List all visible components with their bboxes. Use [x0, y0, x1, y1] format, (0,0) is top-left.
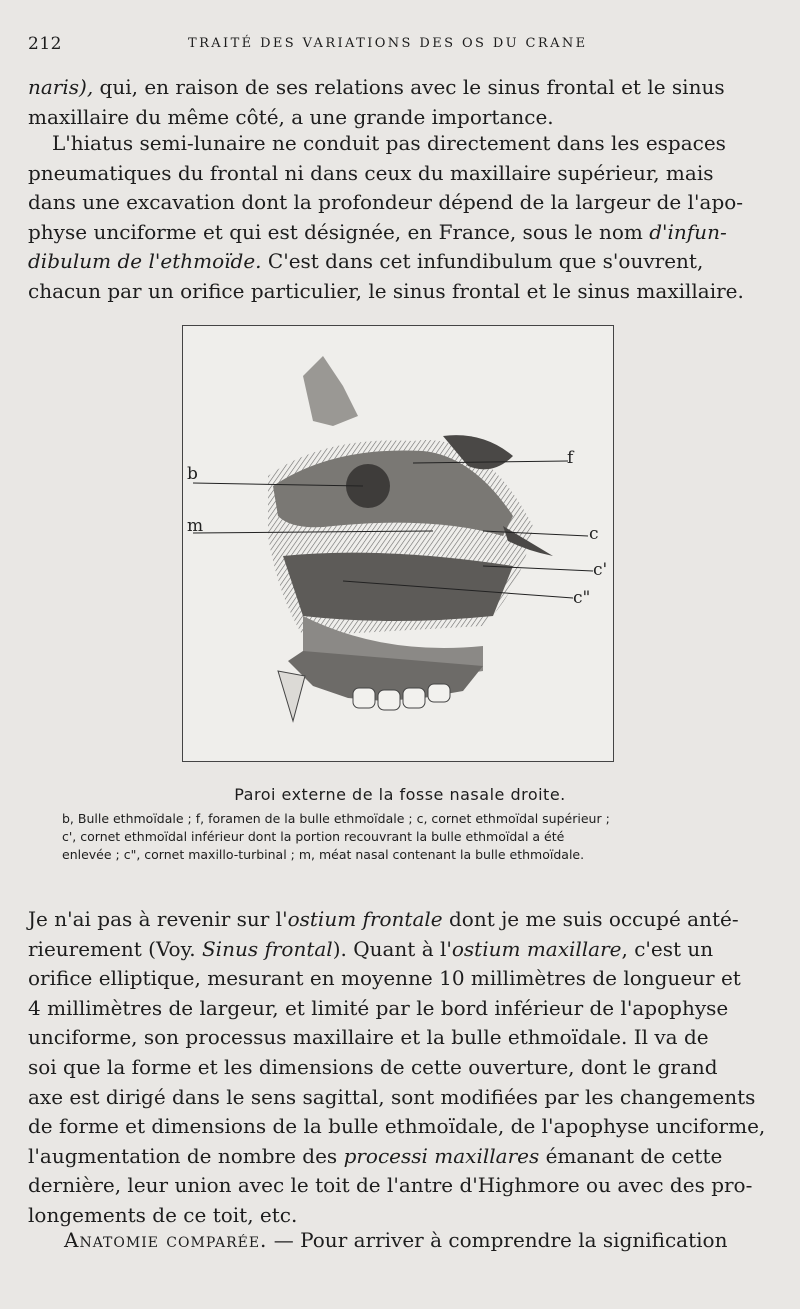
text-line: Je n'ai pas à revenir sur l'ostium frontale dont je me suis occupé anté-	[28, 907, 739, 931]
text-line: l'augmentation de nombre des processi maxillares émanant de cette	[28, 1143, 723, 1168]
anatomical-illustration	[182, 325, 614, 762]
text-line: unciforme, son processus maxillaire et la bulle ethmoïdale. Il va de	[28, 1025, 709, 1050]
paragraph-2	[28, 129, 773, 306]
text-line: physe unciforme et qui est désignée, en France, sous le nom d'infun-	[28, 219, 727, 244]
text-line: Anatomie comparée. — Pour arriver à comprendre la signification	[64, 1228, 728, 1252]
figure-label-m: m	[187, 516, 204, 536]
figure-label-c-double-prime: c"	[573, 588, 591, 608]
running-title: TRAITÉ DES VARIATIONS DES OS DU CRANE	[188, 36, 588, 51]
figure-caption-title: Paroi externe de la fosse nasale droite.	[234, 785, 566, 804]
figure-label-f: f	[567, 448, 574, 468]
text-line: pneumatiques du frontal ni dans ceux du maxillaire supérieur, mais	[28, 160, 714, 185]
paragraph-1	[28, 73, 773, 132]
text-line: rieurement (Voy. Sinus frontal). Quant à l'ostium maxillare, c'est un	[28, 936, 714, 961]
text-line: longements de ce toit, etc.	[28, 1202, 298, 1227]
caption-line: b, Bulle ethmoïdale ; f, foramen de la bulle ethmoïdale ; c, cornet ethmoïdal supérieur ;	[62, 811, 610, 826]
figure-label-c-prime: c'	[593, 560, 608, 580]
nasal-wall-drawing	[183, 326, 613, 761]
caption-line: enlevée ; c", cornet maxillo-turbinal ; m, méat nasal contenant la bulle ethmoïdale.	[62, 847, 585, 862]
figure-label-b: b	[187, 464, 198, 484]
text-line: dans une excavation dont la profondeur dépend de la largeur de l'apo-	[28, 190, 744, 214]
text-line: de forme et dimensions de la bulle ethmoïdale, de l'apophyse unciforme,	[28, 1114, 766, 1139]
text-line: soi que la forme et les dimensions de cette ouverture, dont le grand	[28, 1054, 718, 1079]
text-line: maxillaire du même côté, a une grande importance.	[28, 104, 554, 129]
page-number: 212	[28, 34, 62, 54]
caption-line: c', cornet ethmoïdal inférieur dont la portion recouvrant la bulle ethmoïdal a été	[62, 829, 565, 844]
figure-label-c: c	[589, 524, 599, 544]
text-line: orifice elliptique, mesurant en moyenne 10 millimètres de longueur et	[28, 966, 741, 991]
page-header	[28, 34, 768, 58]
text-line: 4 millimètres de largeur, et limité par le bord inférieur de l'apophyse	[28, 995, 729, 1020]
section-heading: Anatomie comparée.	[64, 1228, 268, 1252]
figure-caption	[62, 810, 752, 864]
text-line: naris), qui, en raison de ses relations avec le sinus frontal et le sinus	[28, 75, 725, 99]
text-line: chacun par un orifice particulier, le sinus frontal et le sinus maxillaire.	[28, 278, 744, 303]
text-line: dernière, leur union avec le toit de l'antre d'Highmore ou avec des pro-	[28, 1173, 753, 1198]
text-line: L'hiatus semi-lunaire ne conduit pas directement dans les espaces	[52, 131, 726, 155]
text-line: axe est dirigé dans le sens sagittal, sont modifiées par les changements	[28, 1084, 756, 1109]
text-line: dibulum de l'ethmoïde. C'est dans cet infundibulum que s'ouvrent,	[28, 249, 704, 273]
paragraph-3	[28, 905, 773, 1231]
paragraph-4	[28, 1226, 773, 1256]
